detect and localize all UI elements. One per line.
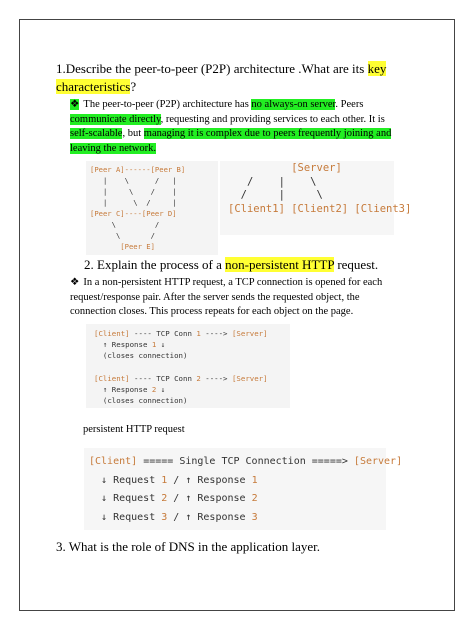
cs-line: / | \ bbox=[228, 189, 323, 201]
client-label: [Client] bbox=[89, 456, 138, 467]
question-1-suffix: ? bbox=[130, 79, 137, 94]
client-label: [Client] bbox=[94, 329, 130, 338]
p2p-line: [Peer C]----[Peer D] bbox=[90, 209, 177, 218]
close-label: (closes connection) bbox=[94, 396, 188, 406]
conn-number: 1 bbox=[196, 329, 201, 338]
response-arrow: ↓ bbox=[156, 340, 166, 350]
answer-2-text: In a non-persistent HTTP request, a TCP connection is opened for each request/response pair. After the server sends the requested object, the connection closes. This process repeats for each object on the page. bbox=[70, 277, 383, 317]
p2p-line: [Peer A]------[Peer B] bbox=[90, 165, 186, 174]
answer-1-text-4: , but bbox=[122, 128, 144, 139]
answer-1-text-3: , requesting and providing services to each other. It is bbox=[160, 113, 385, 125]
request-label: ↓ Request bbox=[89, 474, 162, 486]
response-number: 2 bbox=[251, 493, 258, 504]
request-label: ↓ Request bbox=[89, 511, 162, 523]
response-number: 2 bbox=[151, 385, 157, 395]
answer-1-text-2: . Peers bbox=[335, 99, 364, 110]
server-label: [Server] bbox=[231, 329, 268, 338]
highlight-self-scalable: self-scalable bbox=[70, 128, 123, 139]
client-server-diagram-text bbox=[220, 161, 412, 216]
response-label: ↑ Response bbox=[94, 340, 152, 350]
request-label: ↓ Request bbox=[89, 493, 162, 504]
non-persistent-diagram bbox=[86, 324, 290, 408]
p2p-line: [Peer E] bbox=[90, 242, 155, 251]
p2p-line: | \ / | bbox=[90, 187, 177, 196]
p2p-diagram-text bbox=[86, 161, 218, 252]
answer-2 bbox=[70, 276, 400, 320]
question-2-text: 2. Explain the process of a bbox=[84, 257, 226, 272]
response-label: / ↑ Response bbox=[167, 493, 252, 504]
highlight-no-server: no always-on server bbox=[251, 99, 336, 110]
highlight-characteristics: characteristics bbox=[56, 79, 131, 94]
response-label: / ↑ Response bbox=[167, 474, 252, 486]
question-3: 3. What is the role of DNS in the application layer. bbox=[56, 539, 321, 554]
response-number: 3 bbox=[251, 511, 258, 523]
request-number: 3 bbox=[161, 511, 168, 523]
conn-label: ---- TCP Conn bbox=[129, 373, 197, 383]
response-arrow: ↓ bbox=[156, 385, 166, 395]
conn-arrow: ----> bbox=[200, 329, 232, 338]
question-2-suffix: request. bbox=[334, 257, 379, 272]
p2p-line: | \ / | bbox=[90, 176, 177, 185]
answer-1 bbox=[70, 98, 400, 156]
client-label: [Client] bbox=[94, 373, 130, 383]
response-label: ↑ Response bbox=[94, 385, 152, 395]
non-persistent-diagram-text bbox=[86, 324, 290, 406]
bullet-icon: ❖ bbox=[70, 277, 80, 288]
answer-1-text-1: The peer-to-peer (P2P) architecture has bbox=[83, 99, 252, 110]
cs-line: / | \ bbox=[228, 175, 317, 188]
question-1 bbox=[56, 60, 406, 96]
clients-label: [Client1] [Client2] [Client3] bbox=[228, 202, 412, 215]
response-number: 1 bbox=[251, 474, 258, 486]
persistent-heading: persistent HTTP request bbox=[83, 424, 185, 435]
question-1-text: 1.Describe the peer-to-peer (P2P) architecture .What are its bbox=[56, 61, 368, 76]
bullet-icon: ❖ bbox=[70, 99, 80, 110]
persistent-diagram-text bbox=[84, 448, 403, 527]
close-label: (closes connection) bbox=[94, 351, 188, 361]
response-number: 1 bbox=[151, 340, 157, 350]
client-server-diagram bbox=[220, 161, 412, 235]
highlight-non-persistent: non-persistent HTTP bbox=[225, 257, 335, 272]
request-number: 2 bbox=[161, 493, 168, 504]
question-2 bbox=[84, 256, 414, 274]
highlight-key: key bbox=[367, 61, 387, 76]
server-label: [Server] bbox=[231, 373, 268, 383]
conn-label: ===== Single TCP Connection =====> bbox=[137, 456, 354, 467]
server-label: [Server] bbox=[291, 162, 342, 174]
p2p-line: \ / bbox=[90, 220, 160, 229]
highlight-managing: managing it is complex due to peers frequently joining and leaving the network. bbox=[70, 128, 392, 154]
p2p-diagram bbox=[86, 161, 218, 255]
p2p-line: | \ / | bbox=[90, 198, 177, 207]
p2p-line: \ / bbox=[90, 231, 155, 240]
response-label: / ↑ Response bbox=[167, 511, 252, 523]
conn-arrow: ----> bbox=[200, 373, 232, 383]
conn-number: 2 bbox=[196, 373, 201, 383]
conn-label: ---- TCP Conn bbox=[129, 329, 197, 338]
persistent-diagram bbox=[84, 448, 403, 530]
request-number: 1 bbox=[161, 474, 168, 486]
highlight-communicate: communicate directly bbox=[70, 113, 161, 125]
server-label: [Server] bbox=[353, 456, 403, 467]
